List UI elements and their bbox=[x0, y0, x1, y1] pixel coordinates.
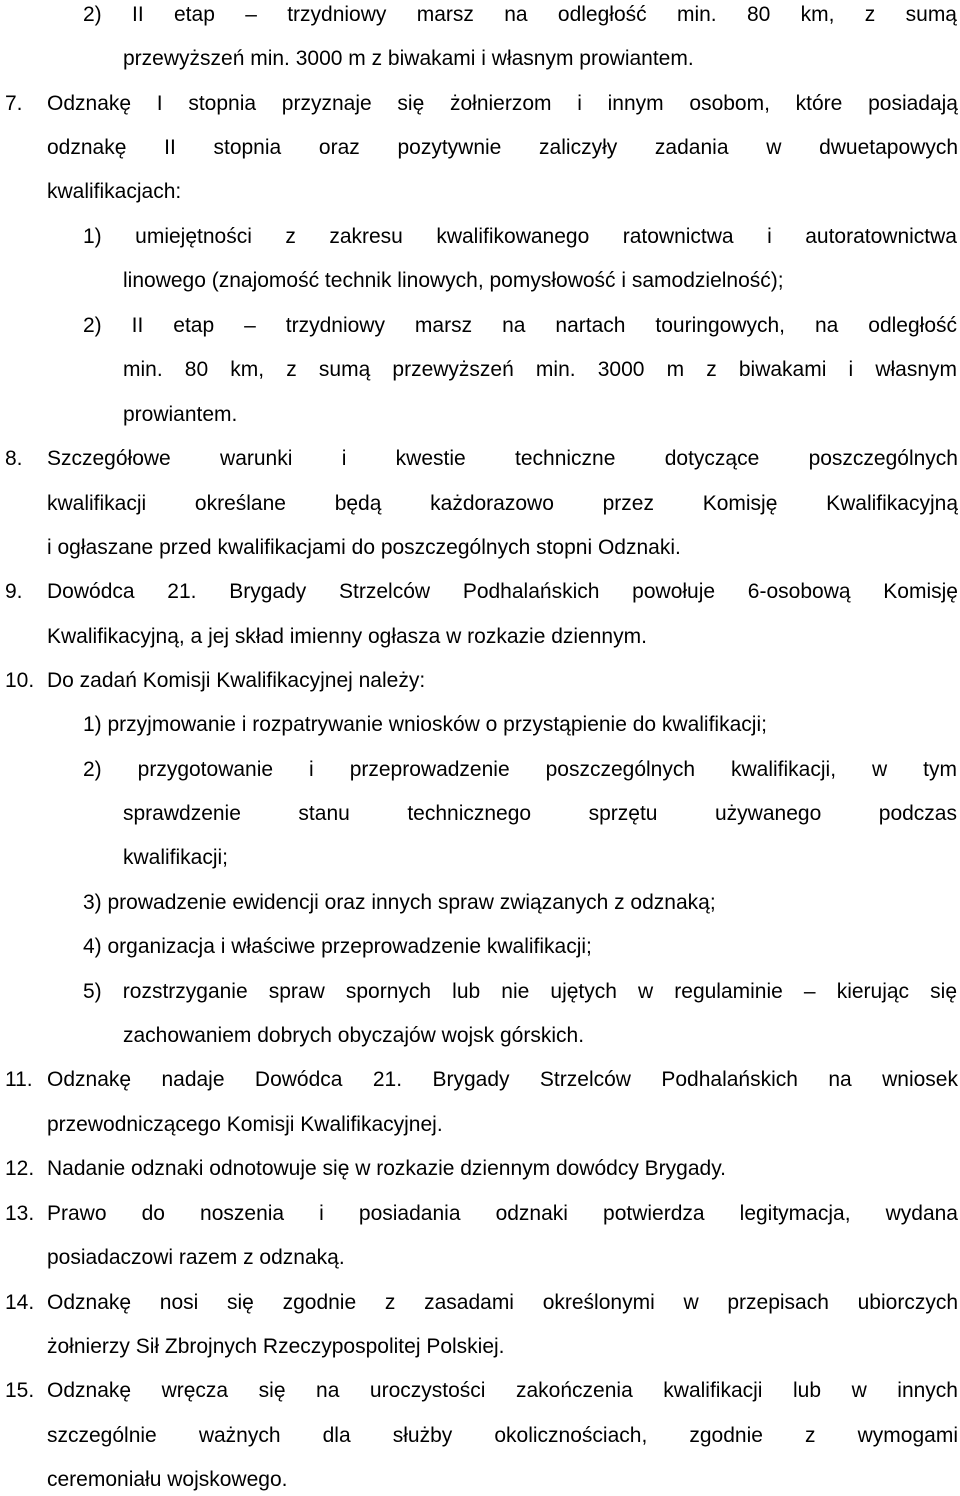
text-line: Szczegółowe warunki i kwestie techniczne dotyczące poszczególnych bbox=[47, 447, 958, 470]
text-line: szczególnie ważnych dla służby okolicznościach, zgodnie z wymogami bbox=[47, 1424, 958, 1447]
numbered-paragraph bbox=[0, 577, 960, 607]
text-line: ceremoniału wojskowego. bbox=[47, 1468, 288, 1491]
paragraph-number: 13. bbox=[5, 1202, 35, 1225]
text-line: Prawo do noszenia i posiadania odznaki potwierdza legitymacja, wydana bbox=[47, 1202, 958, 1225]
text-line: prowiantem. bbox=[123, 403, 238, 426]
paragraph-number: 11. bbox=[5, 1068, 33, 1091]
text-line: posiadaczowi razem z odznaką. bbox=[47, 1246, 345, 1269]
text-line: 2) przygotowanie i przeprowadzenie poszczególnych kwalifikacji, w tym bbox=[83, 758, 957, 781]
text-line: linowego (znajomość technik linowych, pomysłowość i samodzielność); bbox=[123, 269, 784, 292]
text-line: kwalifikacji określane będą każdorazowo przez Komisję Kwalifikacyjną bbox=[47, 492, 958, 515]
numbered-paragraph bbox=[0, 666, 960, 696]
text-line: 5) rozstrzyganie spraw spornych lub nie ujętych w regulaminie – kierując się bbox=[83, 980, 957, 1003]
text-line: Nadanie odznaki odnotowuje się w rozkazie dziennym dowódcy Brygady. bbox=[47, 1157, 726, 1180]
text-line: Do zadań Komisji Kwalifikacyjnej należy: bbox=[47, 669, 426, 692]
paragraph-number: 14. bbox=[5, 1291, 35, 1314]
text-line: odznakę II stopnia oraz pozytywnie zaliczyły zadania w dwuetapowych bbox=[47, 136, 958, 159]
numbered-paragraph bbox=[0, 1065, 960, 1095]
text-line: 3) prowadzenie ewidencji oraz innych spraw związanych z odznaką; bbox=[83, 891, 716, 914]
numbered-paragraph bbox=[0, 1199, 960, 1229]
paragraph-number: 10. bbox=[5, 669, 35, 692]
text-line: 2) II etap – trzydniowy marsz na nartach touringowych, na odległość bbox=[83, 314, 957, 337]
text-line: kwalifikacjach: bbox=[47, 180, 182, 203]
text-line: kwalifikacji; bbox=[123, 846, 229, 869]
text-line: 1) przyjmowanie i rozpatrywanie wniosków o przystąpienie do kwalifikacji; bbox=[83, 713, 767, 736]
text-line: Kwalifikacyjną, a jej skład imienny ogłasza w rozkazie dziennym. bbox=[47, 625, 647, 648]
numbered-paragraph bbox=[0, 1288, 960, 1318]
numbered-paragraph bbox=[0, 1154, 960, 1184]
text-line: Odznakę I stopnia przyznaje się żołnierzom i innym osobom, które posiadają bbox=[47, 92, 958, 115]
numbered-paragraph bbox=[0, 444, 960, 474]
text-line: Odznakę nosi się zgodnie z zasadami określonymi w przepisach ubiorczych bbox=[47, 1291, 958, 1314]
paragraph-number: 7. bbox=[5, 92, 23, 115]
text-line: żołnierzy Sił Zbrojnych Rzeczypospolitej Polskiej. bbox=[47, 1335, 505, 1358]
paragraph-number: 8. bbox=[5, 447, 23, 470]
text-line: i ogłaszane przed kwalifikacjami do poszczególnych stopni Odznaki. bbox=[47, 536, 681, 559]
text-line: Dowódca 21. Brygady Strzelców Podhalańskich powołuje 6-osobową Komisję bbox=[47, 580, 958, 603]
text-line: zachowaniem dobrych obyczajów wojsk górskich. bbox=[123, 1024, 585, 1047]
text-line: 4) organizacja i właściwe przeprowadzenie kwalifikacji; bbox=[83, 935, 592, 958]
text-line: min. 80 km, z sumą przewyższeń min. 3000 m z biwakami i własnym bbox=[123, 358, 957, 381]
numbered-paragraph bbox=[0, 1376, 960, 1406]
numbered-paragraph bbox=[0, 89, 960, 119]
paragraph-number: 9. bbox=[5, 580, 23, 603]
text-line: 2) II etap – trzydniowy marsz na odległość min. 80 km, z sumą bbox=[83, 3, 957, 26]
text-line: sprawdzenie stanu technicznego sprzętu używanego podczas bbox=[123, 802, 957, 825]
text-line: 1) umiejętności z zakresu kwalifikowanego ratownictwa i autoratownictwa bbox=[83, 225, 957, 248]
text-line: przewodniczącego Komisji Kwalifikacyjnej. bbox=[47, 1113, 443, 1136]
text-line: Odznakę nadaje Dowódca 21. Brygady Strzelców Podhalańskich na wniosek bbox=[47, 1068, 958, 1091]
paragraph-number: 12. bbox=[5, 1157, 35, 1180]
text-line: Odznakę wręcza się na uroczystości zakończenia kwalifikacji lub w innych bbox=[47, 1379, 958, 1402]
text-line: przewyższeń min. 3000 m z biwakami i własnym prowiantem. bbox=[123, 47, 694, 70]
paragraph-number: 15. bbox=[5, 1379, 35, 1402]
